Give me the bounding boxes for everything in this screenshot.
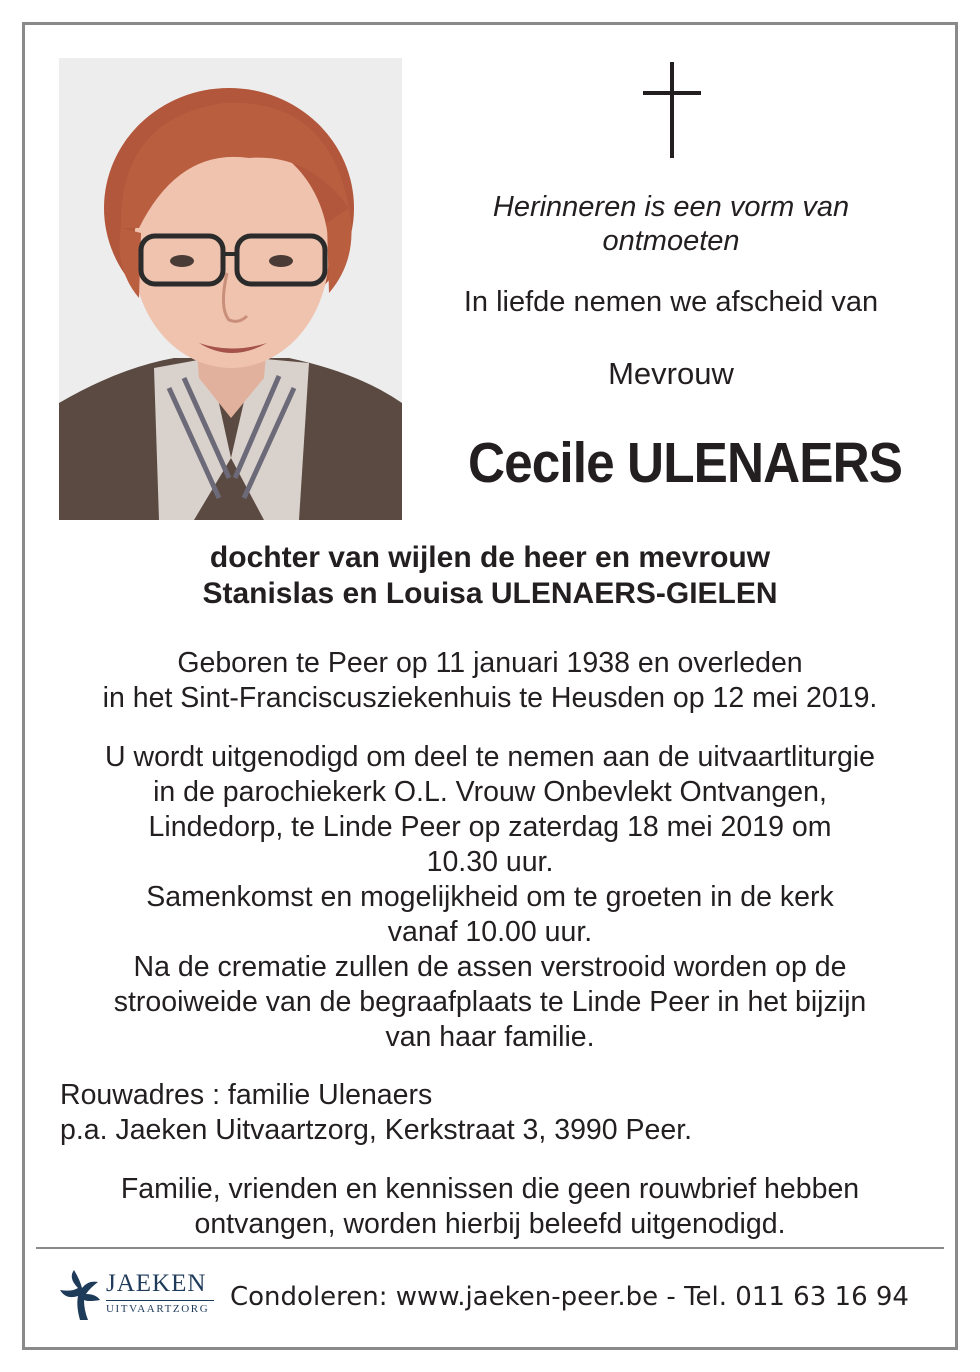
portrait-illustration	[59, 58, 402, 520]
text-line: p.a. Jaeken Uitvaartzorg, Kerkstraat 3, 3990 Peer.	[60, 1114, 693, 1146]
birth-death-info	[40, 646, 940, 716]
parents-line: Stanislas en Louisa ULENAERS-GIELEN	[202, 577, 778, 610]
text-line: Familie, vrienden en kennissen die geen rouwbrief hebben	[120, 1173, 860, 1205]
motto	[440, 190, 902, 258]
invitation-note	[40, 1172, 940, 1242]
text-line: Geboren te Peer op 11 januari 1938 en overleden	[177, 647, 803, 679]
text-line: in het Sint-Franciscusziekenhuis te Heusden op 12 mei 2019.	[102, 682, 878, 714]
text-line: Na de crematie zullen de assen verstrooid worden op de	[133, 951, 847, 983]
text-line: van haar familie.	[385, 1021, 595, 1053]
farewell-intro: In liefde nemen we afscheid van	[463, 286, 879, 318]
parents-info	[40, 540, 940, 612]
text-line: Lindedorp, te Linde Peer op zaterdag 18 mei 2019 om	[148, 811, 832, 843]
text-line: strooiweide van de begraafplaats te Linde Peer in het bijzijn	[113, 986, 867, 1018]
text-line: U wordt uitgenodigd om deel te nemen aan de uitvaartliturgie	[105, 741, 875, 773]
text-line: 10.30 uur.	[426, 846, 554, 878]
logo-underline	[106, 1300, 214, 1301]
deceased-name: Cecile ULENAERS	[467, 431, 903, 495]
parents-line: dochter van wijlen de heer en mevrouw	[209, 541, 771, 574]
dove-icon	[58, 1270, 102, 1322]
jaeken-logo	[58, 1268, 228, 1324]
honorific: Mevrouw	[608, 356, 734, 391]
motto-line: ontmoeten	[602, 225, 740, 257]
condolence-contact[interactable]: Condoleren: www.jaeken-peer.be - Tel. 011 63 16 94	[230, 1282, 909, 1312]
service-info	[40, 740, 940, 1055]
footer-divider	[36, 1247, 944, 1249]
text-line: vanaf 10.00 uur.	[387, 916, 593, 948]
text-line: Samenkomst en mogelijkheid om te groeten in de kerk	[146, 881, 834, 913]
logo-name: JAEKEN	[106, 1270, 207, 1297]
text-line: ontvangen, worden hierbij beleefd uitgenodigd.	[194, 1208, 786, 1240]
portrait-photo	[59, 58, 402, 520]
text-line: Rouwadres : familie Ulenaers	[60, 1079, 433, 1111]
cross-icon	[643, 62, 701, 158]
mourning-address	[60, 1078, 940, 1148]
text-line: in de parochiekerk O.L. Vrouw Onbevlekt Ontvangen,	[153, 776, 827, 808]
motto-line: Herinneren is een vorm van	[492, 191, 850, 223]
logo-subtitle: UITVAARTZORG	[106, 1303, 210, 1315]
